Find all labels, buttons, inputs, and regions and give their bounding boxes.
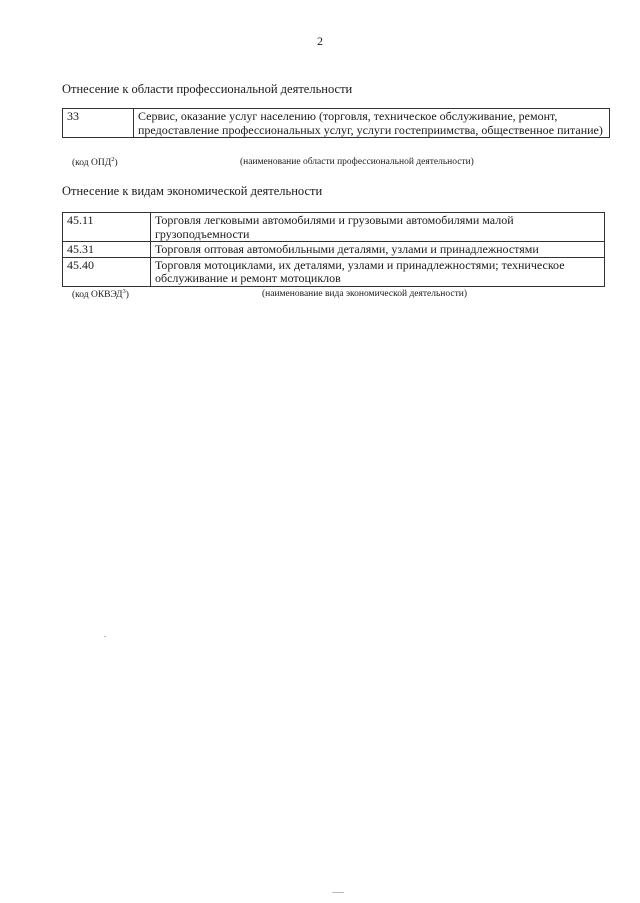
page-number: 2 [317, 34, 323, 48]
okved-name-cell: Торговля легковыми автомобилями и грузовыми автомобилями малой грузоподъемности [151, 213, 605, 242]
okved-code-caption: (код ОКВЭД$^3$) [72, 288, 129, 301]
scan-speck [104, 636, 106, 637]
table-row [63, 109, 610, 138]
okved-code-cell: 45.31 [63, 242, 151, 258]
okved-code-cell: 45.11 [63, 213, 151, 242]
okved-table [62, 212, 605, 287]
opd-code-cell: 33 [63, 109, 134, 138]
okved-name-cell: Торговля оптовая автомобильными деталями, узлами и принадлежностями [151, 242, 605, 258]
okved-code-cell: 45.40 [63, 257, 151, 286]
okved-name-cell: Торговля мотоциклами, их деталями, узлами и принадлежностями; техническое обслуживание и ремонт мотоциклов [151, 257, 605, 286]
opd-name-cell: Сервис, оказание услуг населению (торговля, техническое обслуживание, ремонт, предоставление профессиональных услуг, услуги гостеприимства, общественное питание) [134, 109, 610, 138]
table-row [63, 257, 605, 286]
table-row [63, 213, 605, 242]
okved-name-caption: (наименование вида экономической деятельности) [262, 289, 467, 299]
opd-section-heading: Отнесение к области профессиональной деятельности [62, 82, 353, 96]
opd-name-caption: (наименование области профессиональной деятельности) [240, 157, 474, 167]
opd-code-caption: (код ОПД$^2$) [72, 156, 118, 169]
table-row [63, 242, 605, 258]
okved-section-heading: Отнесение к видам экономической деятельности [62, 184, 323, 198]
opd-table [62, 108, 610, 138]
scan-speck [332, 892, 344, 893]
